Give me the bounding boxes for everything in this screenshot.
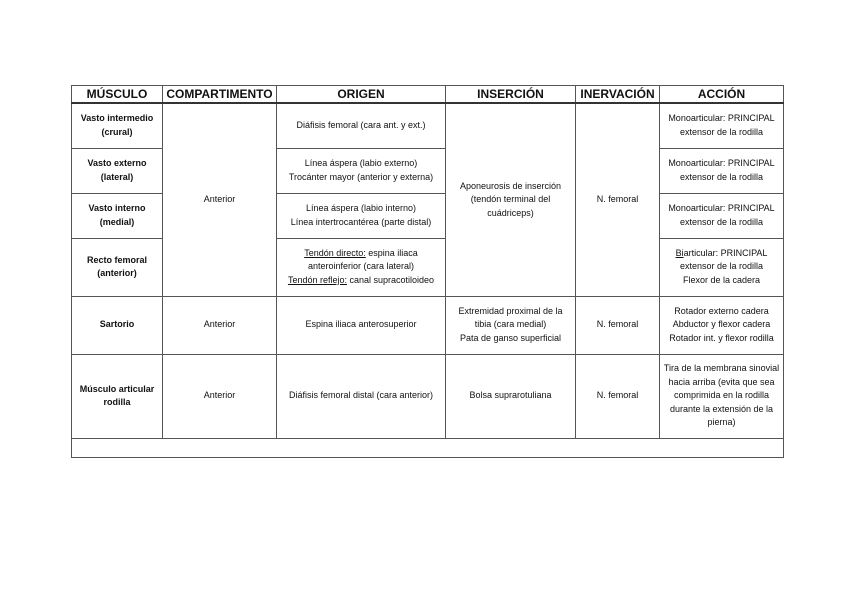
origen-directo-label: Tendón directo: (304, 247, 366, 258)
header-row (72, 86, 784, 104)
origen-reflejo (280, 274, 442, 288)
insercion-cell: Bolsa suprarotuliana (446, 354, 576, 438)
origen-cell (277, 193, 446, 238)
origen-line: Línea áspera (labio externo) (304, 158, 418, 168)
insercion-line: Extremidad proximal de la tibia (cara medial) (458, 305, 563, 330)
accion-cell: Monoarticular: PRINCIPAL extensor de la rodilla (660, 148, 784, 193)
header-compartimento: COMPARTIMENTO (163, 86, 277, 104)
inervacion-cell: N. femoral (576, 354, 660, 438)
header-musculo: MÚSCULO (72, 86, 163, 104)
table-row (72, 103, 784, 148)
inervacion-cell: N. femoral (576, 296, 660, 354)
origen-directo-text: espina iliaca anteroinferior (cara lateral) (307, 247, 418, 272)
accion-line: Rotador int. y flexor rodilla (669, 332, 774, 343)
origen-line: Línea áspera (labio interno) (305, 203, 417, 213)
accion-line: Abductor y flexor cadera (672, 319, 771, 330)
muscle-name: Vasto interno (medial) (72, 193, 163, 238)
header-insercion: INSERCIÓN (446, 86, 576, 104)
accion-rest: articular: PRINCIPAL extensor de la rodilla (679, 247, 768, 272)
origen-line: Línea intertrocantérea (parte distal) (290, 216, 432, 227)
origen-directo (280, 247, 442, 274)
accion-line: Flexor de la cadera (682, 274, 761, 285)
muscle-name: Músculo articular rodilla (72, 354, 163, 438)
origen-cell: Diáfisis femoral distal (cara anterior) (277, 354, 446, 438)
origen-cell (277, 238, 446, 296)
origen-cell (277, 148, 446, 193)
table-row (72, 354, 784, 438)
header-inervacion: INERVACIÓN (576, 86, 660, 104)
compartimento-cell: Anterior (163, 103, 277, 296)
insercion-cell (446, 296, 576, 354)
accion-cell (660, 296, 784, 354)
insercion-line: Pata de ganso superficial (459, 332, 562, 343)
inervacion-cell: N. femoral (576, 103, 660, 296)
origen-cell: Espina iliaca anterosuperior (277, 296, 446, 354)
accion-cell: Monoarticular: PRINCIPAL extensor de la rodilla (660, 103, 784, 148)
origen-reflejo-text: canal supracotiloideo (346, 274, 435, 285)
muscle-name: Vasto intermedio (crural) (72, 103, 163, 148)
insercion-cell: Aponeurosis de inserción (tendón terminal del cuádriceps) (446, 103, 576, 296)
origen-cell: Diáfisis femoral (cara ant. y ext.) (277, 103, 446, 148)
table-row (72, 296, 784, 354)
header-accion: ACCIÓN (660, 86, 784, 104)
empty-row (72, 438, 784, 457)
empty-cell (72, 438, 784, 457)
origen-line: Trocánter mayor (anterior y externa) (288, 171, 434, 182)
accion-cell: Monoarticular: PRINCIPAL extensor de la rodilla (660, 193, 784, 238)
compartimento-cell: Anterior (163, 296, 277, 354)
muscle-table (71, 85, 784, 458)
accion-cell (660, 238, 784, 296)
accion-line (663, 247, 780, 274)
muscle-name: Recto femoral (anterior) (72, 238, 163, 296)
muscle-name: Sartorio (72, 296, 163, 354)
compartimento-cell: Anterior (163, 354, 277, 438)
accion-line: Rotador externo cadera (674, 305, 769, 316)
accion-bi: Bi (675, 247, 684, 258)
header-origen: ORIGEN (277, 86, 446, 104)
origen-reflejo-label: Tendón reflejo: (287, 274, 347, 285)
muscle-name: Vasto externo (lateral) (72, 148, 163, 193)
accion-cell: Tira de la membrana sinovial hacia arriba (evita que sea comprimida en la rodilla durante la extensión de la pierna) (660, 354, 784, 438)
